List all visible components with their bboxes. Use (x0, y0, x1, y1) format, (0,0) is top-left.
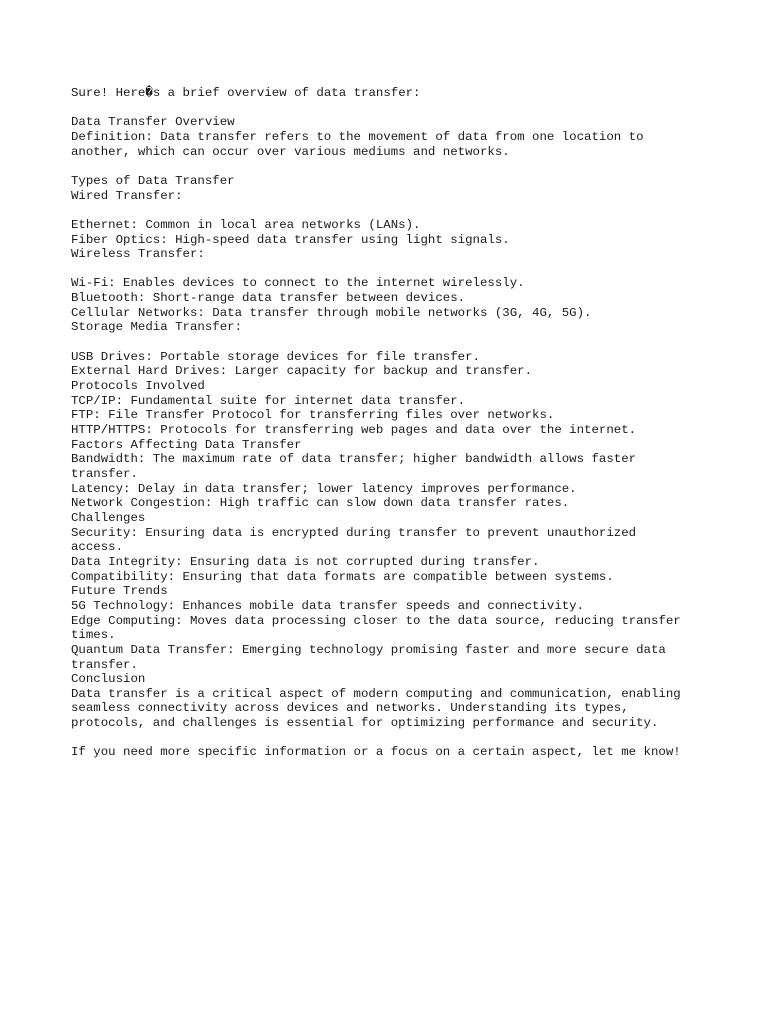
text-line: Cellular Networks: Data transfer through mobile networks (3G, 4G, 5G). (71, 305, 592, 320)
text-line: Wireless Transfer: (71, 247, 205, 262)
text-line (71, 159, 751, 174)
text-line (71, 262, 751, 277)
text-line: TCP/IP: Fundamental suite for internet data transfer. (71, 393, 466, 408)
text-line: Compatibility: Ensuring that data formats are compatible between systems. (71, 569, 614, 584)
text-line (71, 203, 751, 218)
text-line: Security: Ensuring data is encrypted during transfer to prevent unauthorized (71, 525, 637, 540)
text-line: seamless connectivity across devices and networks. Understanding its types, (71, 701, 629, 716)
text-line: Storage Media Transfer: (71, 320, 243, 335)
text-line: transfer. (71, 657, 138, 672)
text-line: Conclusion (71, 672, 146, 687)
text-line: FTP: File Transfer Protocol for transferring files over networks. (71, 408, 555, 423)
text-line: Quantum Data Transfer: Emerging technology promising faster and more secure data (71, 642, 666, 657)
text-line: transfer. (71, 466, 138, 481)
text-line: Bluetooth: Short-range data transfer between devices. (71, 291, 466, 306)
text-line (71, 101, 751, 116)
document-body (71, 86, 751, 760)
text-line: Ethernet: Common in local area networks (LANs). (71, 217, 421, 232)
text-line: Fiber Optics: High-speed data transfer using light signals. (71, 232, 510, 247)
text-line: 5G Technology: Enhances mobile data transfer speeds and connectivity. (71, 598, 585, 613)
text-line: Future Trends (71, 584, 168, 599)
text-line: Types of Data Transfer (71, 173, 235, 188)
text-line: protocols, and challenges is essential for optimizing performance and security. (71, 716, 659, 731)
text-line: Factors Affecting Data Transfer (71, 437, 302, 452)
text-line: access. (71, 540, 124, 555)
text-line (71, 731, 751, 746)
text-line: Wi-Fi: Enables devices to connect to the internet wirelessly. (71, 276, 525, 291)
text-line: Wired Transfer: (71, 188, 183, 203)
text-line: another, which can occur over various mediums and networks. (71, 144, 510, 159)
text-line (71, 335, 751, 350)
text-line: Edge Computing: Moves data processing closer to the data source, reducing transfer (71, 613, 681, 628)
text-line: times. (71, 628, 116, 643)
text-line: USB Drives: Portable storage devices for file transfer. (71, 349, 480, 364)
text-line: Data Integrity: Ensuring data is not corrupted during transfer. (71, 554, 540, 569)
text-line: Definition: Data transfer refers to the movement of data from one location to (71, 129, 644, 144)
text-line: Bandwidth: The maximum rate of data transfer; higher bandwidth allows faster (71, 452, 637, 467)
text-line: Latency: Delay in data transfer; lower latency improves performance. (71, 481, 577, 496)
text-line: Data transfer is a critical aspect of modern computing and communication, enabling (71, 686, 681, 701)
text-line: Network Congestion: High traffic can slow down data transfer rates. (71, 496, 570, 511)
text-line: HTTP/HTTPS: Protocols for transferring web pages and data over the internet. (71, 423, 637, 438)
text-line: External Hard Drives: Larger capacity for backup and transfer. (71, 364, 533, 379)
text-line: Data Transfer Overview (71, 115, 235, 130)
text-line: Sure! Here�s a brief overview of data transfer: (71, 86, 421, 100)
text-line: Protocols Involved (71, 379, 205, 394)
text-line: If you need more specific information or a focus on a certain aspect, let me know! (71, 745, 681, 760)
text-line: Challenges (71, 510, 146, 525)
